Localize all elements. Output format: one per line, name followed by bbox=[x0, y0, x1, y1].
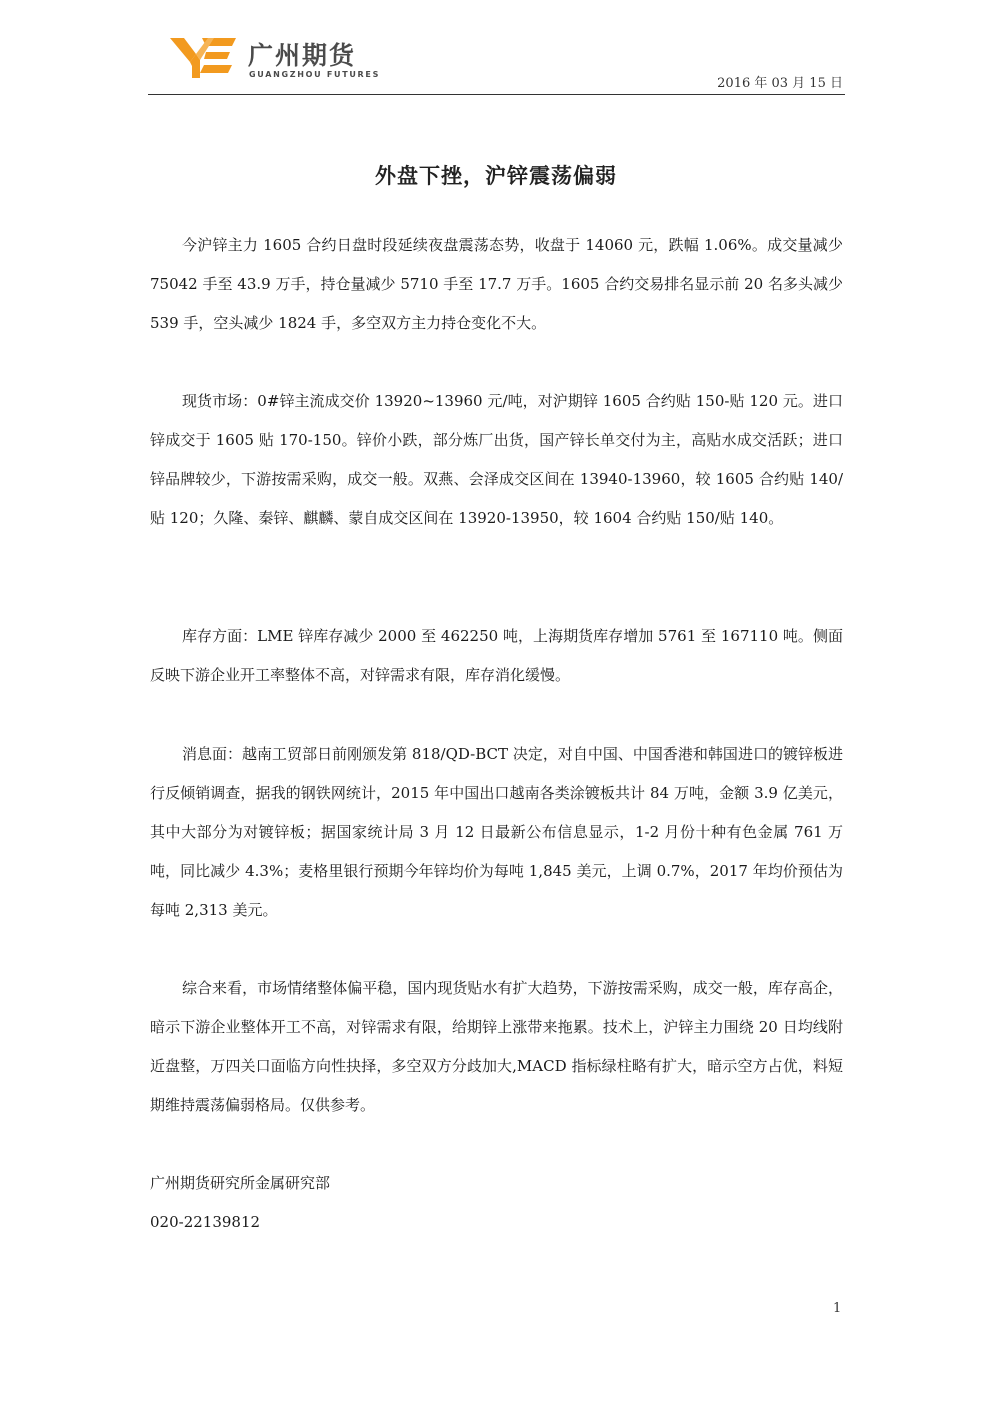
report-date: 2016 年 03 月 15 日 bbox=[717, 76, 843, 91]
paragraph-inventory: 库存方面：LME 锌库存减少 2000 至 462250 吨，上海期货库存增加 5761 至 167110 吨。侧面反映下游企业开工率整体不高，对锌需求有限，库存消化缓慢。 bbox=[150, 627, 843, 684]
paragraph-conclusion: 综合来看，市场情绪整体偏平稳，国内现货贴水有扩大趋势，下游按需采购，成交一般，库存高企，暗示下游企业整体开工不高，对锌需求有限，给期锌上涨带来拖累。技术上，沪锌主力围绕 20 日均线附近盘整，万四关口面临方向性抉择，多空双方分歧加大,MACD 指标绿柱略有扩大，暗示空方占优，料短期维持震荡偏弱格局。仅供参考。 bbox=[150, 979, 843, 1114]
logo-chinese-name: 广州期货 bbox=[248, 41, 357, 70]
guangzhou-futures-logo-icon bbox=[170, 38, 236, 78]
page-number: 1 bbox=[833, 1301, 842, 1316]
signature-department: 广州期货研究所金属研究部 bbox=[150, 1174, 331, 1192]
signature-phone: 020-22139812 bbox=[150, 1213, 261, 1231]
paragraph-market-summary: 今沪锌主力 1605 合约日盘时段延续夜盘震荡态势，收盘于 14060 元，跌幅 1.06%。成交量减少 75042 手至 43.9 万手，持仓量减少 5710 手至 17.7 万手。1605 合约交易排名显示前 20 名多头减少 539 手，空头减少 1824 手，多空双方主力持仓变化不大。 bbox=[150, 236, 843, 332]
report-title: 外盘下挫，沪锌震荡偏弱 bbox=[375, 164, 617, 188]
paragraph-spot-market: 现货市场：0#锌主流成交价 13920~13960 元/吨，对沪期锌 1605 合约贴 150-贴 120 元。进口锌成交于 1605 贴 170-150。锌价小跌，部分炼厂出货，国产锌长单交付为主，高贴水成交活跃；进口锌品牌较少，下游按需采购，成交一般。双燕、会泽成交区间在 13940-13960，较 1605 合约贴 140/贴 120；久隆、秦锌、麒麟、蒙自成交区间在 13920-13950，较 1604 合约贴 150/贴 140。 bbox=[150, 392, 843, 527]
paragraph-news: 消息面：越南工贸部日前刚颁发第 818/QD-BCT 决定，对自中国、中国香港和韩国进口的镀锌板进行反倾销调查，据我的钢铁网统计，2015 年中国出口越南各类涂镀板共计 84 万吨，金额 3.9 亿美元，其中大部分为对镀锌板；据国家统计局 3 月 12 日最新公布信息显示，1-2 月份十种有色金属 761 万吨，同比减少 4.3%；麦格里银行预期今年锌均价为每吨 1,845 美元，上调 0.7%，2017 年均价预估为每吨 2,313 美元。 bbox=[150, 745, 843, 919]
logo-english-name: GUANGZHOU FUTURES bbox=[249, 70, 381, 79]
page-header bbox=[148, 36, 845, 95]
